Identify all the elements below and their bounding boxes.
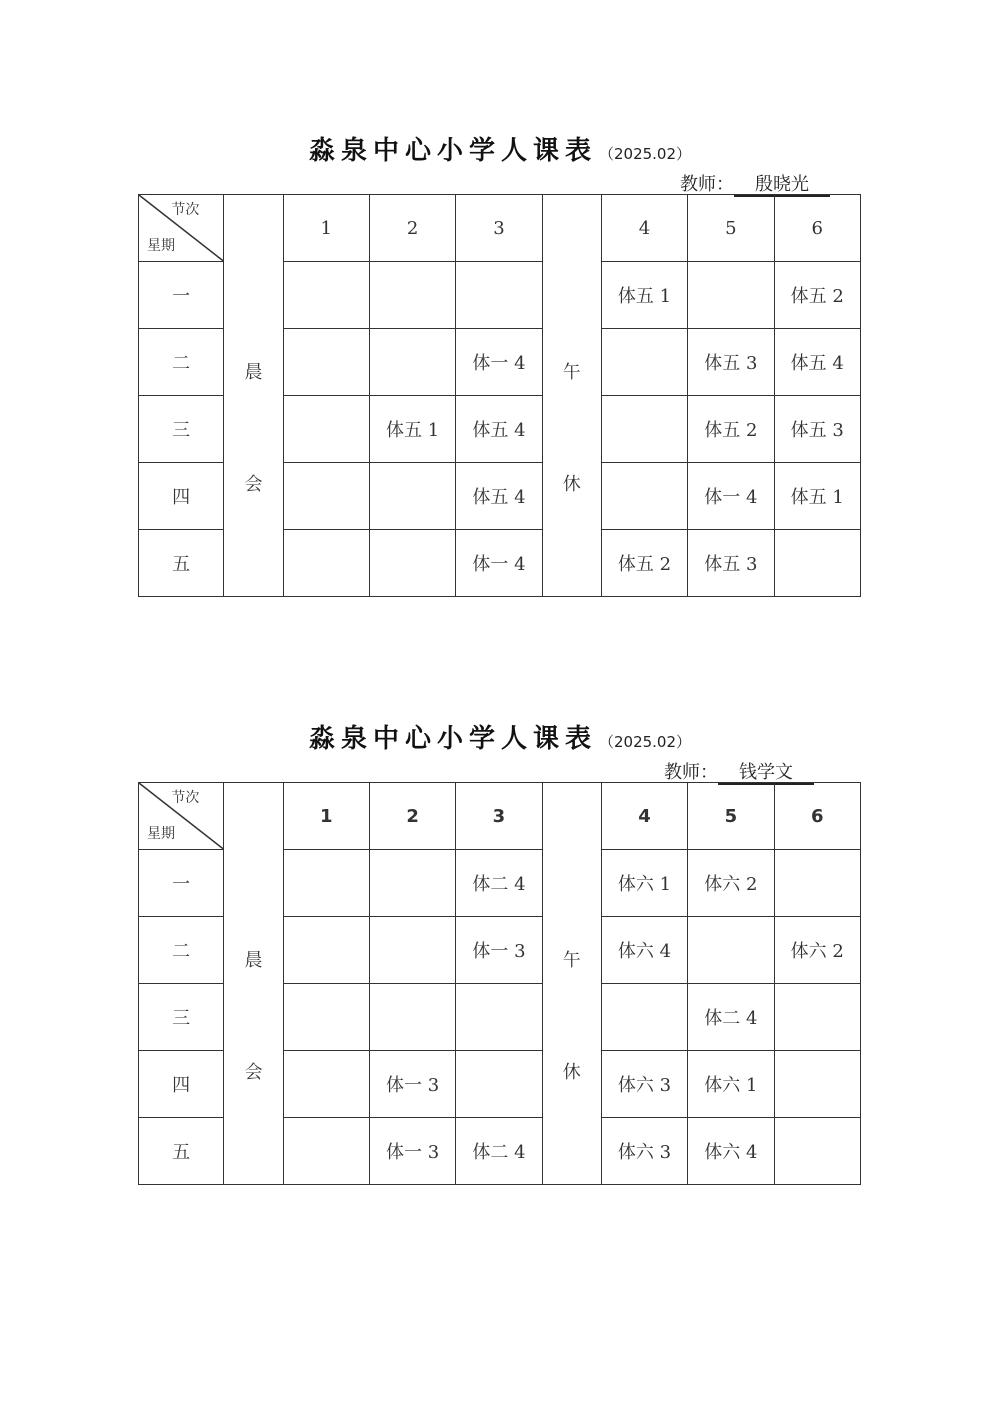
teacher-row [680, 170, 830, 197]
class-cell [601, 984, 687, 1051]
morning-top: 晨 [244, 949, 263, 971]
class-cell: 体六 4 [601, 917, 687, 984]
noon-bottom: 休 [562, 1061, 581, 1083]
day-label: 二 [139, 329, 224, 396]
page-title: 淼泉中心小学人课表 [308, 724, 597, 754]
corner-period-label: 节次 [171, 202, 200, 218]
morning-bottom: 会 [244, 1061, 263, 1083]
class-cell [369, 984, 455, 1051]
class-cell [283, 463, 369, 530]
period-header: 3 [456, 195, 542, 262]
period-header: 2 [369, 783, 455, 850]
teacher-name: 殷晓光 [734, 175, 830, 197]
corner-day-label: 星期 [147, 238, 175, 254]
class-cell [774, 850, 860, 917]
class-cell [369, 850, 455, 917]
noon-top: 午 [562, 361, 581, 383]
class-cell [283, 329, 369, 396]
class-cell [283, 1051, 369, 1118]
class-cell: 体五 2 [774, 262, 860, 329]
period-header: 3 [456, 783, 542, 850]
class-cell [601, 396, 687, 463]
class-cell: 体五 2 [601, 530, 687, 597]
class-cell [283, 917, 369, 984]
day-label: 一 [139, 262, 224, 329]
class-cell: 体一 4 [688, 463, 774, 530]
class-cell [369, 262, 455, 329]
period-header: 1 [283, 195, 369, 262]
class-cell: 体二 4 [688, 984, 774, 1051]
class-cell [283, 984, 369, 1051]
period-header: 2 [369, 195, 455, 262]
class-cell: 体一 3 [456, 917, 542, 984]
class-cell [774, 530, 860, 597]
class-cell: 体五 3 [688, 329, 774, 396]
class-cell [456, 262, 542, 329]
class-cell: 体六 1 [601, 850, 687, 917]
morning-bottom: 会 [244, 473, 263, 495]
day-label: 五 [139, 1118, 224, 1185]
class-cell: 体五 3 [688, 530, 774, 597]
day-label: 四 [139, 463, 224, 530]
class-cell [283, 530, 369, 597]
class-cell [688, 262, 774, 329]
morning-assembly-cell [224, 783, 283, 1185]
class-cell [369, 463, 455, 530]
class-cell: 体五 4 [456, 463, 542, 530]
class-cell [369, 329, 455, 396]
class-cell: 体六 2 [774, 917, 860, 984]
teacher-row [664, 758, 814, 785]
class-cell [688, 917, 774, 984]
class-cell [774, 984, 860, 1051]
class-cell: 体一 3 [369, 1051, 455, 1118]
period-header: 6 [774, 783, 860, 850]
teacher-name: 钱学文 [718, 763, 814, 785]
day-label: 三 [139, 396, 224, 463]
schedule-table [138, 782, 861, 1185]
class-cell [283, 850, 369, 917]
morning-top: 晨 [244, 361, 263, 383]
class-cell: 体六 3 [601, 1118, 687, 1185]
class-cell: 体二 4 [456, 850, 542, 917]
class-cell: 体六 1 [688, 1051, 774, 1118]
day-label: 一 [139, 850, 224, 917]
noon-break-cell [542, 195, 601, 597]
class-cell [601, 463, 687, 530]
day-label: 五 [139, 530, 224, 597]
noon-break-cell [542, 783, 601, 1185]
date-label: （2025.02） [598, 145, 692, 163]
class-cell: 体五 1 [774, 463, 860, 530]
day-label: 二 [139, 917, 224, 984]
class-cell [283, 262, 369, 329]
class-cell [601, 329, 687, 396]
class-cell [774, 1051, 860, 1118]
class-cell: 体一 4 [456, 329, 542, 396]
corner-header [139, 195, 224, 262]
class-cell: 体一 4 [456, 530, 542, 597]
class-cell: 体五 4 [774, 329, 860, 396]
day-label: 三 [139, 984, 224, 1051]
date-label: （2025.02） [598, 733, 692, 751]
class-cell [369, 917, 455, 984]
class-cell [456, 1051, 542, 1118]
class-cell: 体一 3 [369, 1118, 455, 1185]
corner-header [139, 783, 224, 850]
noon-top: 午 [562, 949, 581, 971]
class-cell [456, 984, 542, 1051]
teacher-label: 教师： [664, 762, 718, 783]
period-header: 1 [283, 783, 369, 850]
class-cell [283, 396, 369, 463]
period-header: 5 [688, 195, 774, 262]
morning-assembly-cell [224, 195, 283, 597]
class-cell: 体五 3 [774, 396, 860, 463]
corner-period-label: 节次 [171, 790, 200, 806]
title-row [0, 130, 1000, 170]
class-cell: 体五 2 [688, 396, 774, 463]
class-cell: 体六 3 [601, 1051, 687, 1118]
class-cell [774, 1118, 860, 1185]
period-header: 4 [601, 783, 687, 850]
schedule-table [138, 194, 861, 597]
period-header: 4 [601, 195, 687, 262]
class-cell [369, 530, 455, 597]
day-label: 四 [139, 1051, 224, 1118]
teacher-label: 教师： [680, 174, 734, 195]
period-header: 6 [774, 195, 860, 262]
class-cell: 体六 2 [688, 850, 774, 917]
noon-bottom: 休 [562, 473, 581, 495]
page-title: 淼泉中心小学人课表 [308, 136, 597, 166]
class-cell: 体六 4 [688, 1118, 774, 1185]
class-cell: 体五 4 [456, 396, 542, 463]
corner-day-label: 星期 [147, 826, 175, 842]
class-cell: 体二 4 [456, 1118, 542, 1185]
title-row [0, 718, 1000, 758]
class-cell: 体五 1 [369, 396, 455, 463]
class-cell: 体五 1 [601, 262, 687, 329]
class-cell [283, 1118, 369, 1185]
period-header: 5 [688, 783, 774, 850]
